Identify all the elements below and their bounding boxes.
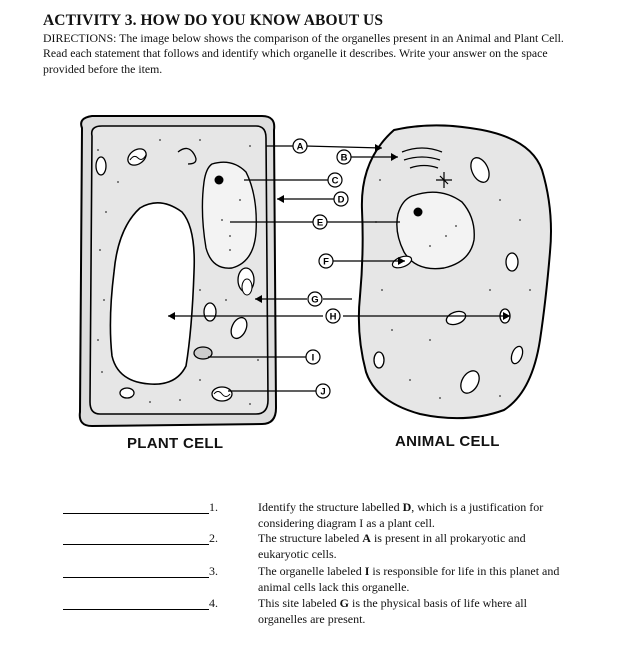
marker-circles: [293, 139, 351, 398]
animal-cell-membrane: [359, 125, 551, 418]
animal-cell: [359, 125, 551, 418]
mitochondrion: [96, 157, 106, 175]
chloroplast: [242, 279, 252, 295]
question-number-3: 3.: [209, 564, 218, 578]
question-number-4: 4.: [209, 596, 218, 610]
answer-blank-4[interactable]: [63, 609, 209, 610]
mitochondrion: [204, 303, 216, 321]
mitochondrion: [120, 388, 134, 398]
marker-j: J: [320, 386, 326, 398]
answer-blank-1[interactable]: [63, 513, 209, 514]
question-text-3: The organelle labeled I is responsible for life in this planet and animal cells lack this organelle.: [258, 564, 560, 594]
marker-h: H: [329, 311, 337, 323]
lysosome: [374, 352, 384, 368]
plant-cell-label: PLANT CELL: [127, 435, 224, 452]
answer-blank-2[interactable]: [63, 544, 209, 545]
marker-e: E: [316, 217, 324, 229]
animal-cell-label: ANIMAL CELL: [395, 433, 500, 450]
plant-nucleolus: [215, 176, 224, 185]
plant-cell: [80, 116, 276, 426]
directions-text: DIRECTIONS: The image below shows the comparison of the organelles present in an Animal and Plant Cell. Read each statement that follows and identify which organelle it describes. Write your answer on the space provided before the item.: [43, 31, 564, 76]
plant-nucleus: [202, 162, 256, 268]
marker-d: D: [337, 194, 345, 206]
question-text-4: This site labeled G is the physical basis of life where all organelles are present.: [258, 596, 527, 626]
animal-nucleolus: [414, 208, 423, 217]
question-number-1: 1.: [209, 500, 218, 514]
question-text-1: Identify the structure labelled D, which is a justification for considering diagram I as a plant cell.: [258, 500, 544, 530]
marker-a: A: [296, 141, 304, 153]
answer-blank-3[interactable]: [63, 577, 209, 578]
marker-c: C: [331, 175, 339, 187]
marker-g: G: [311, 294, 319, 306]
marker-f: F: [323, 256, 329, 268]
marker-b: B: [340, 152, 348, 164]
lysosome: [506, 253, 518, 271]
marker-i: I: [311, 352, 315, 364]
question-text-2: The structure labeled A is present in all prokaryotic and eukaryotic cells.: [258, 531, 526, 561]
activity-title: ACTIVITY 3. HOW DO YOU KNOW ABOUT US: [43, 12, 384, 29]
question-number-2: 2.: [209, 531, 218, 545]
